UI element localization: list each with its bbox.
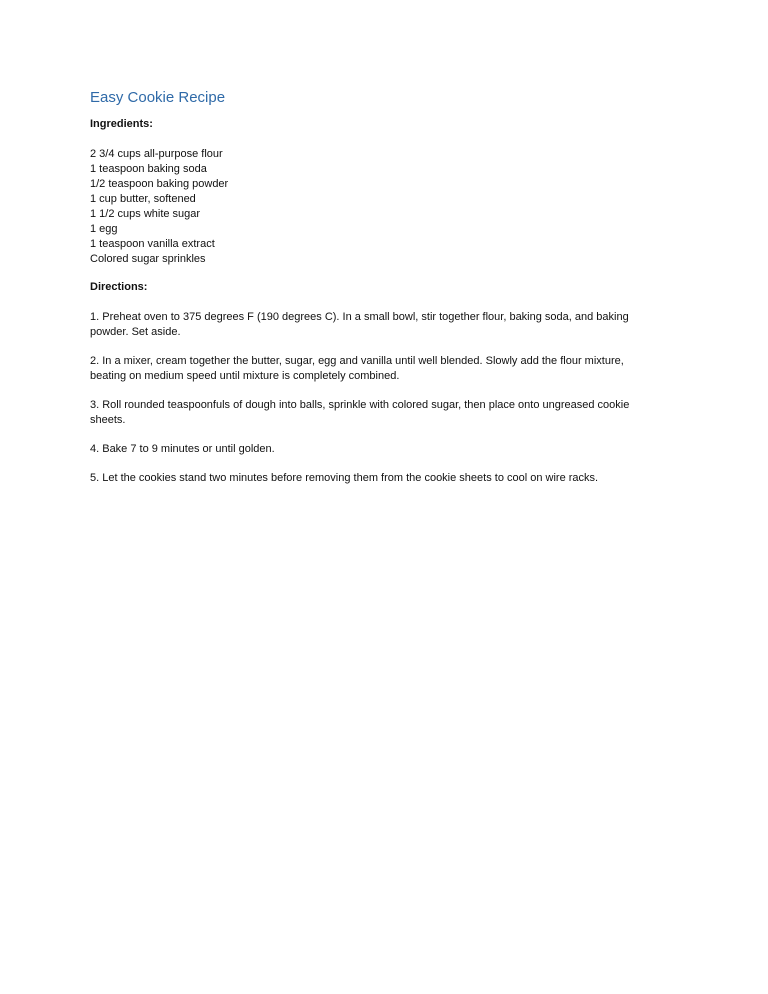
direction-step: 3. Roll rounded teaspoonfuls of dough into balls, sprinkle with colored sugar, then place onto ungreased cookie sheets. — [90, 399, 630, 426]
directions-list — [90, 310, 660, 486]
direction-step: 5. Let the cookies stand two minutes before removing them from the cookie sheets to cool on wire racks. — [90, 472, 599, 484]
direction-step: 1. Preheat oven to 375 degrees F (190 degrees C). In a small bowl, stir together flour, baking soda, and baking powder. Set aside. — [90, 311, 629, 338]
ingredient-item: 1/2 teaspoon baking powder — [90, 178, 229, 190]
document-page — [90, 88, 660, 500]
ingredient-item: 1 teaspoon baking soda — [90, 163, 207, 175]
direction-step: 4. Bake 7 to 9 minutes or until golden. — [90, 443, 275, 455]
ingredient-item: 1 teaspoon vanilla extract — [90, 238, 215, 250]
ingredients-list — [90, 147, 660, 267]
ingredients-heading: Ingredients: — [90, 118, 153, 130]
directions-heading: Directions: — [90, 281, 148, 293]
direction-step: 2. In a mixer, cream together the butter, sugar, egg and vanilla until well blended. Slowly add the flour mixture, beating on medium speed until mixture is completely combined. — [90, 355, 624, 382]
ingredient-item: Colored sugar sprinkles — [90, 253, 206, 265]
ingredient-item: 2 3/4 cups all-purpose flour — [90, 148, 223, 160]
ingredient-item: 1 1/2 cups white sugar — [90, 208, 201, 220]
page-title: Easy Cookie Recipe — [90, 89, 226, 106]
ingredient-item: 1 cup butter, softened — [90, 193, 196, 205]
ingredient-item: 1 egg — [90, 223, 118, 235]
